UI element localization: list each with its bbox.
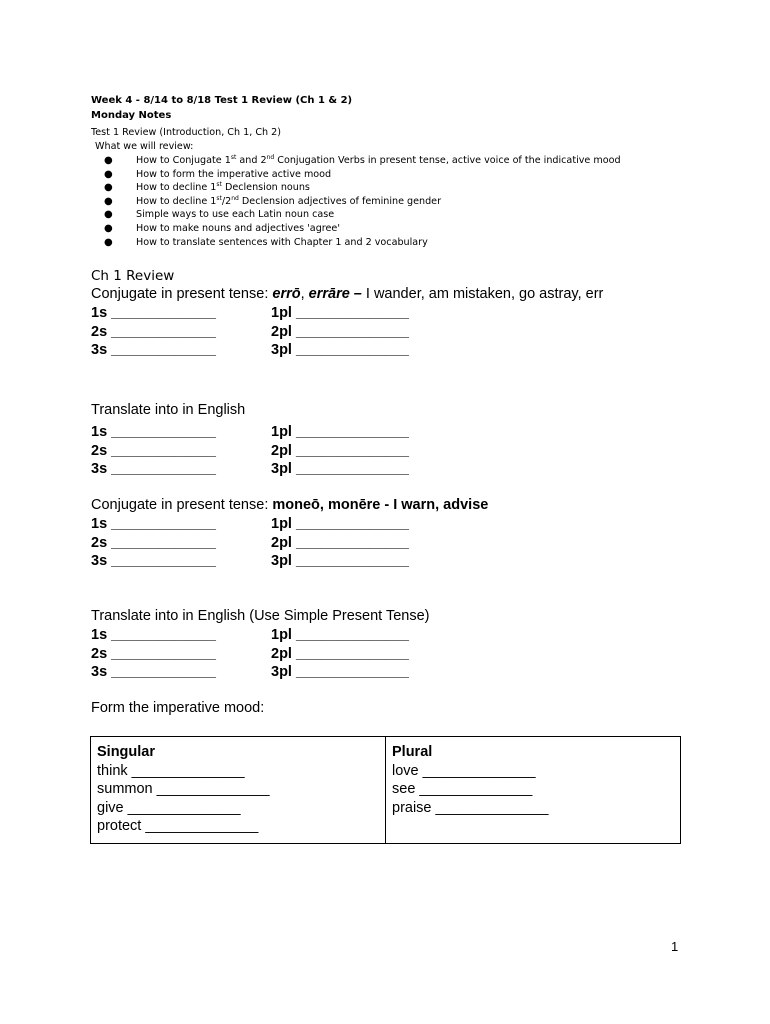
imperative-table (90, 736, 681, 844)
list-item: ● How to decline 1st Declension nouns (104, 181, 310, 194)
list-item: ● How to translate sentences with Chapter 1 and 2 vocabulary (104, 236, 428, 248)
blank-3s[interactable]: 3s _____________ (91, 342, 216, 358)
list-item: ● How to Conjugate 1st and 2nd Conjugation Verbs in present tense, active voice of the indicative mood (104, 154, 621, 166)
list-item: ● Simple ways to use each Latin noun case (104, 209, 335, 221)
blank-3pl[interactable]: 3pl ______________ (271, 342, 409, 358)
singular-column (91, 737, 386, 844)
singular-header: Singular (97, 744, 156, 760)
blank-1s[interactable]: 1s _____________ (91, 627, 216, 643)
blank-think[interactable]: think ______________ (97, 762, 245, 779)
translation-grid-2 (91, 626, 409, 682)
blank-1pl[interactable]: 1pl ______________ (271, 516, 409, 532)
review-intro: What we will review: (95, 141, 194, 152)
conjugate-moneo-instruction: Conjugate in present tense: moneō, monēre - I warn, advise (91, 497, 489, 513)
page-number: 1 (671, 939, 679, 954)
blank-2s[interactable]: 2s _____________ (91, 645, 216, 662)
conjugation-grid-2 (91, 515, 409, 571)
bullet-icon: ● (104, 155, 113, 166)
blank-give[interactable]: give ______________ (97, 799, 241, 816)
blank-1pl[interactable]: 1pl ______________ (271, 627, 409, 643)
list-item: ● How to form the imperative active mood (104, 168, 332, 180)
bullet-icon: ● (104, 209, 113, 221)
blank-1pl[interactable]: 1pl ______________ (271, 305, 409, 321)
list-item: ● How to decline 1st/2nd Declension adjectives of feminine gender (104, 194, 442, 207)
translation-grid-1 (91, 423, 409, 479)
blank-3pl[interactable]: 3pl ______________ (271, 664, 409, 680)
blank-3s[interactable]: 3s _____________ (91, 664, 216, 680)
translate-instruction-2: Translate into in English (Use Simple Present Tense) (91, 608, 430, 624)
blank-2s[interactable]: 2s _____________ (91, 323, 216, 340)
blank-1s[interactable]: 1s _____________ (91, 516, 216, 532)
ch1-heading: Ch 1 Review (91, 268, 175, 284)
conjugate-erro-instruction: Conjugate in present tense: errō, errāre – I wander, am mistaken, go astray, err (91, 286, 604, 302)
bullet-icon: ● (104, 195, 113, 207)
blank-2pl[interactable]: 2pl ______________ (271, 442, 409, 459)
blank-protect[interactable]: protect ______________ (97, 818, 259, 834)
doc-subtitle: Monday Notes (91, 110, 172, 121)
blank-see[interactable]: see ______________ (392, 781, 533, 797)
blank-3pl[interactable]: 3pl ______________ (271, 553, 409, 569)
conjugation-grid-1 (91, 304, 409, 360)
blank-summon[interactable]: summon ______________ (97, 781, 270, 797)
bullet-icon: ● (104, 168, 113, 180)
blank-1pl[interactable]: 1pl ______________ (271, 424, 409, 440)
bullet-icon: ● (104, 222, 113, 234)
plural-header: Plural (392, 744, 433, 760)
blank-3s[interactable]: 3s _____________ (91, 553, 216, 569)
blank-1s[interactable]: 1s _____________ (91, 424, 216, 440)
imperative-instruction: Form the imperative mood: (91, 700, 265, 716)
blank-3pl[interactable]: 3pl ______________ (271, 461, 409, 477)
blank-2s[interactable]: 2s _____________ (91, 534, 216, 551)
bullet-icon: ● (104, 182, 113, 194)
blank-2pl[interactable]: 2pl ______________ (271, 645, 409, 662)
blank-2pl[interactable]: 2pl ______________ (271, 534, 409, 551)
blank-praise[interactable]: praise ______________ (392, 799, 549, 816)
list-item: ● How to make nouns and adjectives 'agree' (104, 222, 340, 234)
bullet-icon: ● (104, 236, 113, 248)
blank-love[interactable]: love ______________ (392, 762, 536, 779)
blank-2s[interactable]: 2s _____________ (91, 442, 216, 459)
translate-instruction-1: Translate into in English (91, 402, 246, 418)
blank-2pl[interactable]: 2pl ______________ (271, 323, 409, 340)
blank-1s[interactable]: 1s _____________ (91, 305, 216, 321)
review-heading: Test 1 Review (Introduction, Ch 1, Ch 2) (91, 127, 282, 138)
review-list (0, 154, 621, 249)
plural-column (386, 737, 681, 844)
blank-3s[interactable]: 3s _____________ (91, 461, 216, 477)
doc-title: Week 4 - 8/14 to 8/18 Test 1 Review (Ch 1 & 2) (91, 95, 353, 106)
